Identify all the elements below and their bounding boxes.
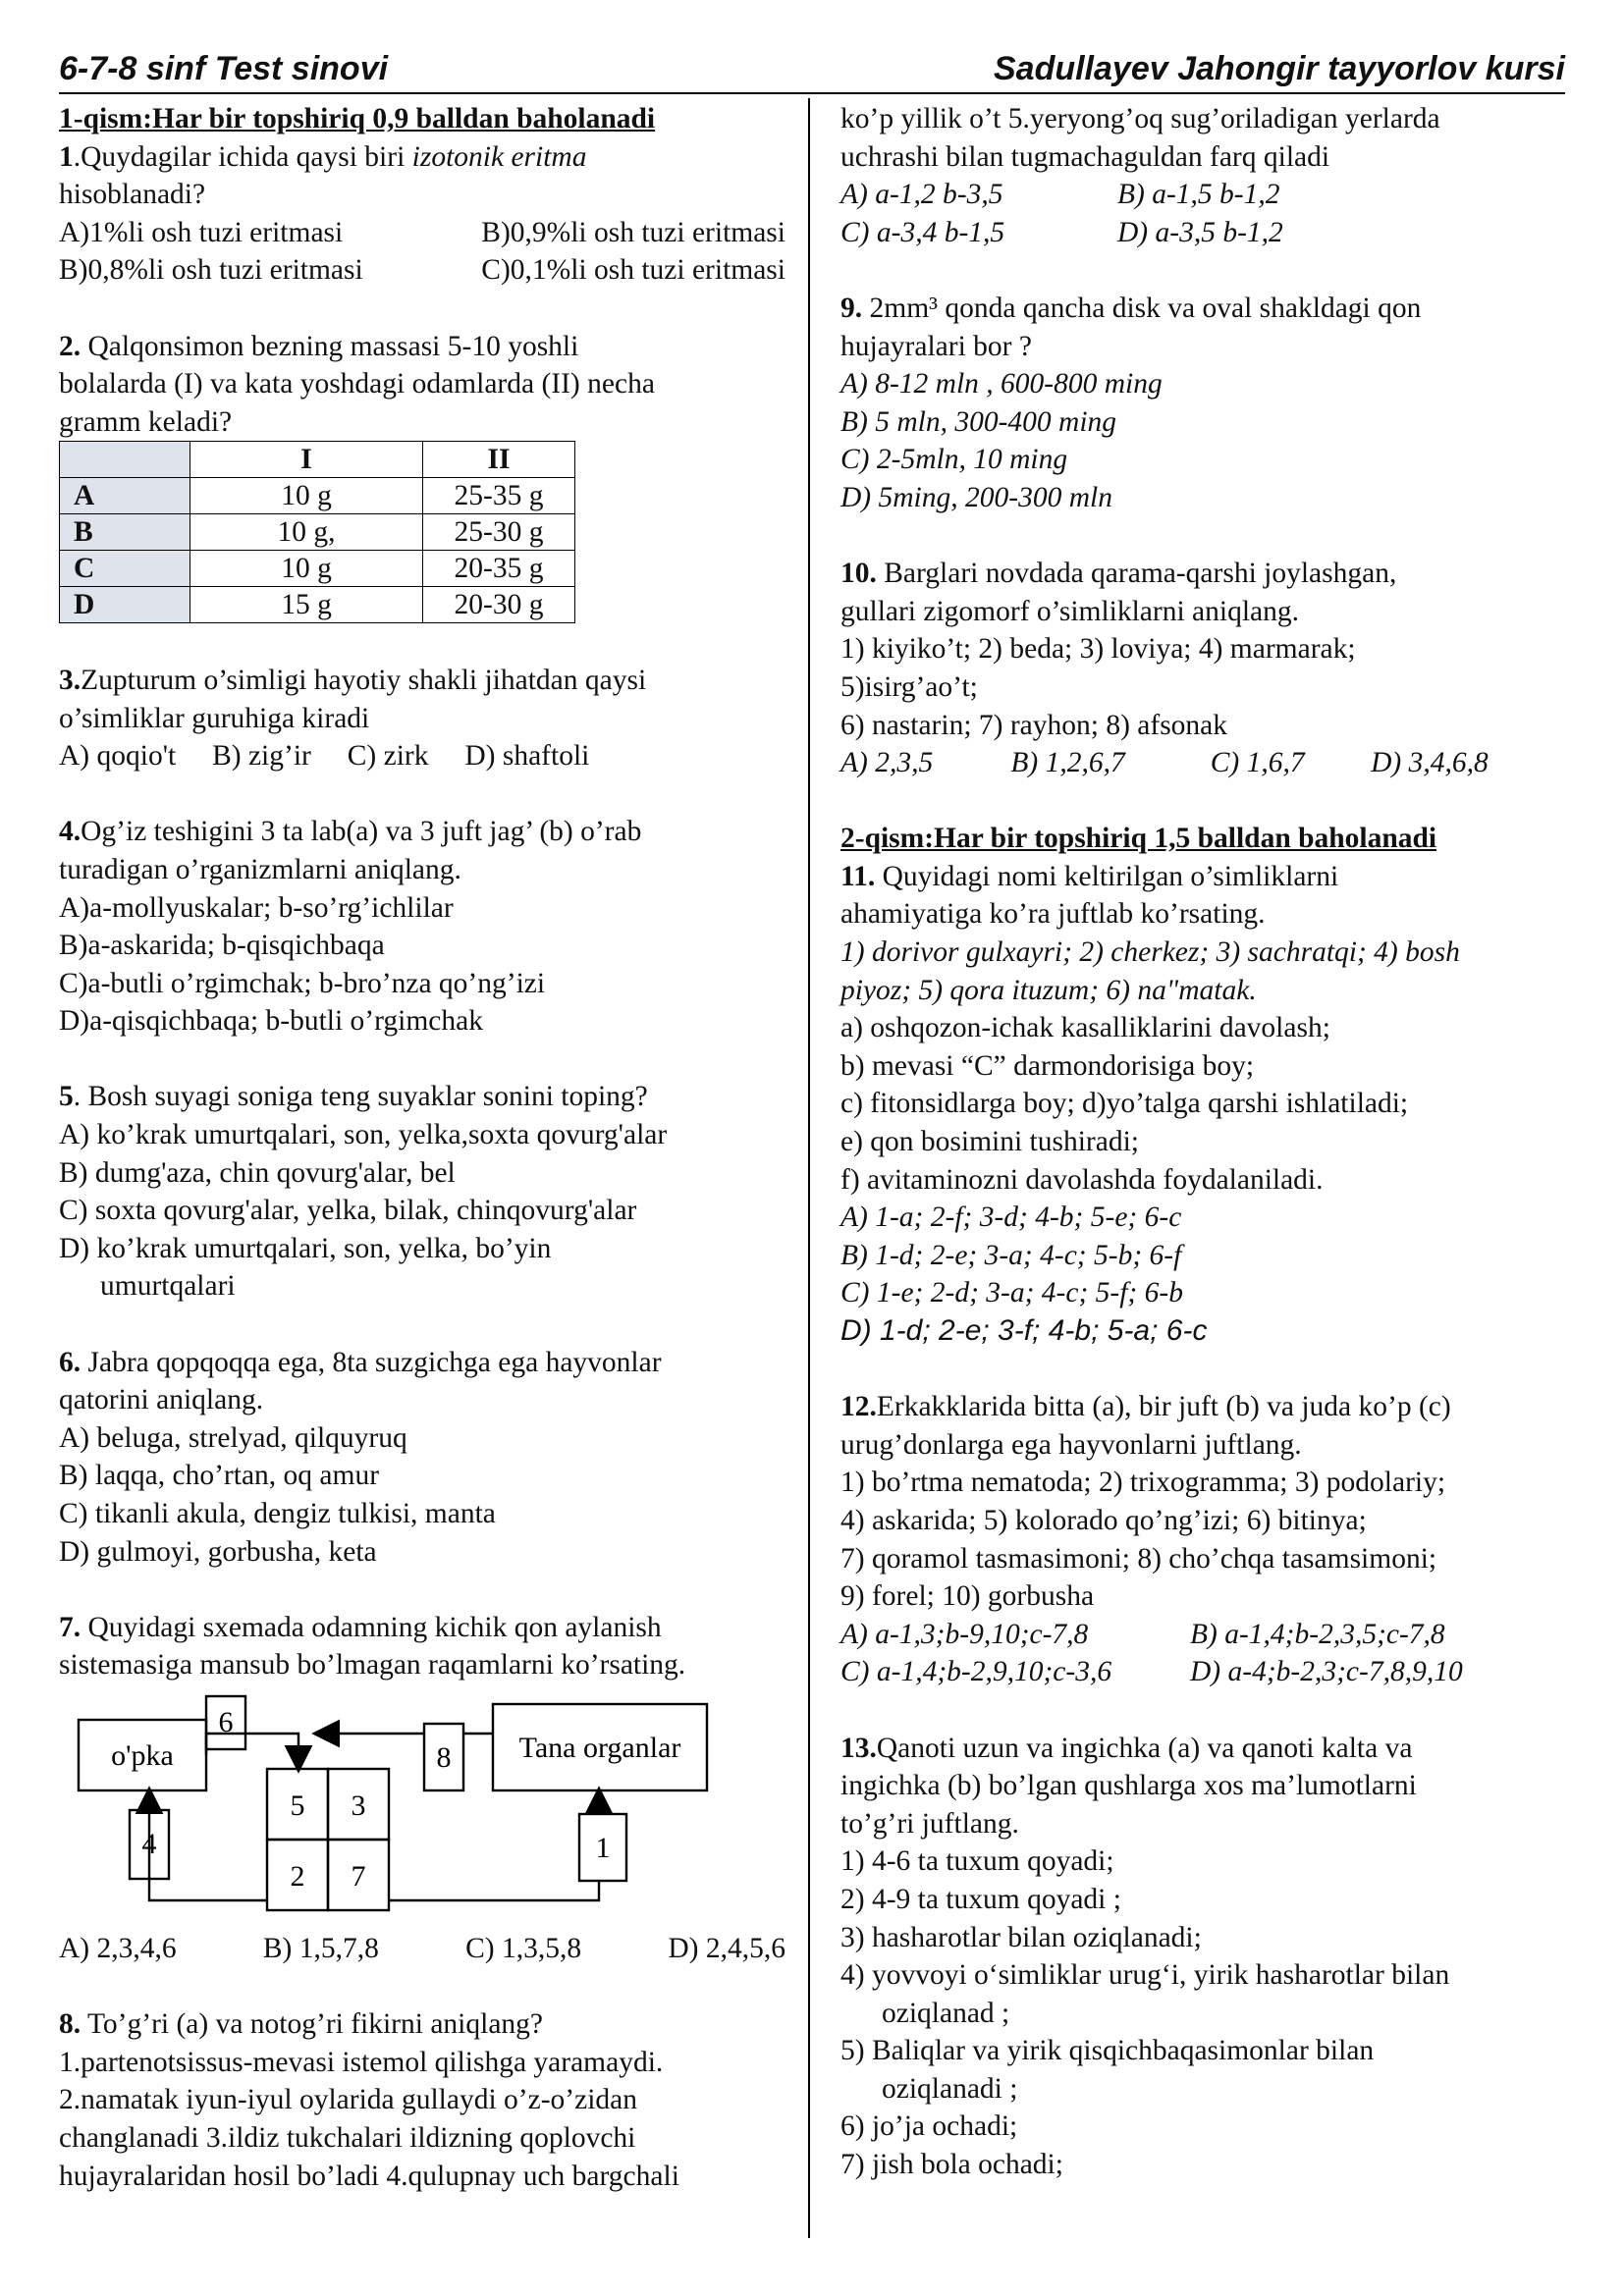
q13-item-5-cont: oziqlanadi ; <box>882 2072 1018 2105</box>
q2-number: 2. <box>59 330 81 362</box>
q6-option-c[interactable]: C) tikanli akula, dengiz tulkisi, manta <box>59 1498 496 1529</box>
q13-text: Qanoti uzun va ingichka (a) va qanoti kalta va <box>876 1732 1413 1764</box>
question-4 <box>59 813 785 1041</box>
q3-option-d[interactable]: D) shaftoli <box>464 740 590 773</box>
label-4: 4 <box>141 1827 157 1860</box>
q2-row-label: D <box>60 587 190 623</box>
q11-use-c: c) fitonsidlarga boy; d)yo’talga qarshi ishlatiladi; <box>840 1088 1409 1120</box>
page-header <box>59 39 1565 94</box>
question-11 <box>840 858 1567 1351</box>
question-8 <box>59 2005 785 2195</box>
circulation-diagram <box>59 1690 785 1926</box>
q13-item-4-cont: oziqlanad ; <box>882 1997 1010 2029</box>
question-13 <box>840 1730 1567 2184</box>
table-row[interactable] <box>60 551 575 587</box>
q12-option-b[interactable]: B) a-1,4;b-2,3,5;c-7,8 <box>1190 1618 1445 1650</box>
q11-use-b: b) mevasi “C” darmondorisiga boy; <box>840 1049 1255 1082</box>
q1-option-c[interactable]: B)0,8%li osh tuzi eritmasi <box>59 254 363 287</box>
q13-text-3: to’g’ri juftlang. <box>840 1807 1019 1840</box>
q5-option-b[interactable]: B) dumg'aza, chin qovurg'alar, bel <box>59 1156 456 1189</box>
q10-text-3: 1) kiyiko’t; 2) beda; 3) loviya; 4) marmarak; <box>840 633 1356 666</box>
label-1: 1 <box>595 1831 611 1864</box>
q3-option-c[interactable]: C) zirk <box>347 740 429 773</box>
q5-text: . Bosh suyagi soniga teng suyaklar sonini toping? <box>73 1081 648 1113</box>
q4-text-2: turadigan o’rganizmlarni aniqlang. <box>59 853 461 885</box>
q11-text-2: ahamiyatiga ko’ra juftlab ko’rsating. <box>840 898 1266 931</box>
q5-option-d[interactable]: D) ko’krak umurtqalari, son, yelka, bo’yin <box>59 1232 552 1264</box>
q7-number: 7. <box>59 1611 81 1643</box>
q11-use-a: a) oshqozon-ichak kasalliklarini davolash; <box>840 1012 1330 1044</box>
q6-option-a[interactable]: A) beluga, strelyad, qilquyruq <box>59 1421 407 1454</box>
q9-option-c[interactable]: C) 2-5mln, 10 ming <box>840 444 1068 476</box>
q6-text: Jabra qopqoqqa ega, 8ta suzgichga ega hayvonlar <box>81 1346 662 1378</box>
q11-use-f: f) avitaminozni davolashda foydalaniladi. <box>840 1163 1324 1196</box>
q10-option-a[interactable]: A) 2,3,5 <box>840 747 934 779</box>
q9-number: 9. <box>840 292 863 324</box>
q1-text-2: hisoblanadi? <box>59 179 206 211</box>
q1-text: .Quydagilar ichida qaysi biri <box>73 140 412 173</box>
q12-list-3: 7) qoramol tasmasimoni; 8) cho’chqa tasamsimoni; <box>840 1542 1437 1575</box>
q1-option-a[interactable]: A)1%li osh tuzi eritmasi <box>59 216 344 248</box>
q9-text: 2mm³ qonda qancha disk va oval shakldagi qon <box>862 292 1422 324</box>
q2-text: Qalqonsimon bezning massasi 5-10 yoshli <box>81 330 579 362</box>
q10-option-b[interactable]: B) 1,2,6,7 <box>1010 747 1125 779</box>
q13-item-5: 5) Baliqlar va yirik qisqichbaqasimonlar bilan <box>840 2035 1375 2067</box>
q9-option-a[interactable]: A) 8-12 mln , 600-800 ming <box>840 368 1163 400</box>
q10-text-2: gullari zigomorf o’simliklarni aniqlang. <box>840 595 1299 627</box>
q3-option-a[interactable]: A) qoqio't <box>59 740 177 773</box>
label-5: 5 <box>290 1789 305 1822</box>
table-row[interactable] <box>60 587 575 623</box>
q2-header-i: I <box>190 442 423 478</box>
question-2 <box>59 328 785 624</box>
q5-option-c[interactable]: C) soxta qovurg'alar, yelka, bilak, chinqovurg'alar <box>59 1195 637 1227</box>
q1-option-b[interactable]: B)0,9%li osh tuzi eritmasi <box>481 216 785 248</box>
q1-option-d[interactable]: C)0,1%li osh tuzi eritmasi <box>481 254 785 287</box>
q11-plants-1: 1) dorivor gulxayri; 2) cherkez; 3) sachratqi; 4) bosh <box>840 936 1460 969</box>
q12-list-1: 1) bo’rtma nematoda; 2) trixogramma; 3) podolariy; <box>840 1467 1446 1499</box>
q10-text-4: 5)isirg’ao’t; <box>840 670 978 703</box>
q10-text: Barglari novdada qarama-qarshi joylashgan, <box>876 558 1397 590</box>
q12-list-4: 9) forel; 10) gorbusha <box>840 1580 1095 1613</box>
question-6 <box>59 1344 785 1572</box>
q7-option-b[interactable]: B) 1,5,7,8 <box>262 1932 379 1964</box>
q11-option-a[interactable]: A) 1-a; 2-f; 3-d; 4-b; 5-e; 6-c <box>840 1201 1182 1234</box>
q10-text-5: 6) nastarin; 7) rayhon; 8) afsonak <box>840 709 1228 741</box>
q10-number: 10. <box>840 558 877 590</box>
question-9 <box>840 290 1567 517</box>
q12-option-a[interactable]: A) a-1,3;b-9,10;c-7,8 <box>840 1618 1089 1650</box>
q7-option-c[interactable]: C) 1,3,5,8 <box>465 1932 582 1964</box>
q11-use-e: e) qon bosimini tushiradi; <box>840 1126 1139 1158</box>
label-2: 2 <box>290 1859 305 1893</box>
q8-text-3: 2.namatak iyun-iyul oylarida gullaydi o’z-o’zidan <box>59 2084 637 2116</box>
q4-number: 4. <box>59 816 81 848</box>
q13-item-1: 1) 4-6 ta tuxum qoyadi; <box>840 1845 1114 1878</box>
q2-text-2: bolalarda (I) va kata yoshdagi odamlarda (II) necha <box>59 368 655 400</box>
q7-option-d[interactable]: D) 2,4,5,6 <box>668 1932 785 1964</box>
lung-label: o'pka <box>111 1738 174 1772</box>
arrow-heart-to-lung <box>149 1790 267 1900</box>
q3-option-b[interactable]: B) zig’ir <box>212 740 311 773</box>
q3-text-2: o’simliklar guruhiga kiradi <box>59 702 370 734</box>
q5-option-a[interactable]: A) ko’krak umurtqalari, son, yelka,soxta qovurg'alar <box>59 1119 668 1151</box>
question-7 <box>59 1609 785 1968</box>
q2-table-header <box>60 442 575 478</box>
q8-option-b[interactable]: B) a-1,5 b-1,2 <box>1117 179 1280 211</box>
q13-item-6: 6) jo’ja ochadi; <box>840 2110 1018 2143</box>
q2-cell-ii: 25-35 g <box>423 478 575 514</box>
section-1-heading: 1-qism:Har bir topshiriq 0,9 balldan baholanadi <box>59 103 656 134</box>
q12-list-2: 4) askarida; 5) kolorado qo’ng’izi; 6) bitinya; <box>840 1504 1367 1536</box>
q13-item-2: 2) 4-9 ta tuxum qoyadi ; <box>840 1883 1121 1915</box>
q2-header-empty <box>60 442 190 478</box>
q8-option-a[interactable]: A) a-1,2 b-3,5 <box>840 179 1003 211</box>
right-column <box>840 100 1567 2184</box>
organs-label: Tana organlar <box>518 1731 681 1764</box>
q7-option-a[interactable]: A) 2,3,4,6 <box>59 1932 177 1964</box>
table-row[interactable] <box>60 514 575 551</box>
q11-option-d[interactable]: D) 1-d; 2-e; 3-f; 4-b; 5-a; 6-c <box>840 1314 1208 1347</box>
q9-option-d[interactable]: D) 5ming, 200-300 mln <box>840 481 1112 513</box>
q3-number: 3. <box>59 664 81 696</box>
q8-text-5: hujayralaridan hosil bo’ladi 4.qulupnay uch bargchali <box>59 2160 679 2192</box>
q2-cell-i: 15 g <box>190 587 423 623</box>
q11-option-c[interactable]: C) 1-e; 2-d; 3-a; 4-c; 5-f; 6-b <box>840 1277 1183 1309</box>
q5-option-d-cont: umurtqalari <box>100 1270 236 1303</box>
q8-text-7: uchrashi bilan tugmachaguldan farq qiladi <box>840 140 1330 173</box>
q4-text: Og’iz teshigini 3 ta lab(a) va 3 juft jag’ (b) o’rab <box>81 816 642 848</box>
q1-number: 1 <box>59 140 74 173</box>
q3-text: Zupturum o’simligi hayotiy shakli jihatdan qaysi <box>81 664 647 696</box>
q8-number: 8. <box>59 2008 81 2041</box>
q6-option-d[interactable]: D) gulmoyi, gorbusha, keta <box>59 1535 377 1568</box>
table-row[interactable] <box>60 478 575 514</box>
q8-text-4: changlanadi 3.ildiz tukchalari ildizning qoplovchi <box>59 2121 636 2154</box>
circulation-diagram-svg <box>59 1690 785 1926</box>
label-7: 7 <box>351 1859 366 1893</box>
q9-option-b[interactable]: B) 5 mln, 300-400 ming <box>840 405 1117 438</box>
q8-text: To’g’ri (a) va notog’ri fikirni aniqlang? <box>81 2008 544 2041</box>
q12-option-c[interactable]: C) a-1,4;b-2,9,10;c-3,6 <box>840 1656 1112 1688</box>
q2-table <box>59 441 575 623</box>
q8-text-6: ko’p yillik o’t 5.yeryong’oq sug’oriladigan yerlarda <box>840 103 1440 134</box>
q5-number: 5 <box>59 1081 74 1113</box>
q7-text-2: sistemasiga mansub bo’lmagan raqamlarni ko’rsating. <box>59 1649 686 1682</box>
q4-option-b[interactable]: B)a-askarida; b-qisqichbaqa <box>59 930 385 962</box>
q4-option-c[interactable]: C)a-butli o’rgimchak; b-bro’nza qo’ng’izi <box>59 967 546 999</box>
q11-number: 11. <box>840 860 876 892</box>
q6-option-b[interactable]: B) laqqa, cho’rtan, oq amur <box>59 1460 380 1492</box>
q2-cell-ii: 20-35 g <box>423 551 575 587</box>
q12-number: 12. <box>840 1391 877 1423</box>
q10-option-c[interactable]: C) 1,6,7 <box>1210 747 1305 779</box>
q1-term: izotonik eritma <box>411 140 587 173</box>
q6-number: 6. <box>59 1346 81 1378</box>
q12-text: Erkakklarida bitta (a), bir juft (b) va juda ko’p (c) <box>876 1391 1451 1423</box>
q11-option-b[interactable]: B) 1-d; 2-e; 3-a; 4-c; 5-b; 6-f <box>840 1239 1182 1271</box>
q8-text-2: 1.partenotsissus-mevasi istemol qilishga yaramaydi. <box>59 2046 664 2078</box>
q12-text-2: urug’donlarga ega hayvonlarni juftlang. <box>840 1428 1302 1461</box>
q9-text-2: hujayralari bor ? <box>840 330 1032 362</box>
q8-option-c[interactable]: C) a-3,4 b-1,5 <box>840 216 1005 248</box>
section-2-heading: 2-qism:Har bir topshiriq 1,5 balldan baholanadi <box>840 823 1437 855</box>
q13-item-7: 7) jish bola ochadi; <box>840 2149 1063 2181</box>
question-12 <box>840 1388 1567 1691</box>
left-column <box>59 100 785 2195</box>
q12-option-d[interactable]: D) a-4;b-2,3;c-7,8,9,10 <box>1190 1656 1463 1688</box>
q13-text-2: ingichka (b) bo’lgan qushlarga xos ma’lumotlarni <box>840 1770 1417 1802</box>
header-right-title: Sadullayev Jahongir tayyorlov kursi <box>993 50 1565 87</box>
q2-row-label: A <box>60 478 190 514</box>
question-3 <box>59 662 785 775</box>
q2-row-label: C <box>60 551 190 587</box>
label-3: 3 <box>351 1789 366 1822</box>
q2-cell-i: 10 g, <box>190 514 423 551</box>
q2-text-3: gramm keladi? <box>59 405 233 438</box>
q2-cell-ii: 20-30 g <box>423 587 575 623</box>
q2-row-label: B <box>60 514 190 551</box>
q8-option-d[interactable]: D) a-3,5 b-1,2 <box>1117 216 1283 248</box>
label-6: 6 <box>218 1705 234 1738</box>
q10-option-d[interactable]: D) 3,4,6,8 <box>1371 747 1489 779</box>
question-1 <box>59 138 785 290</box>
q2-cell-i: 10 g <box>190 478 423 514</box>
question-8-continued <box>840 100 1567 251</box>
q13-item-4: 4) yovvoyi o‘simliklar urug‘i, yirik hasharotlar bilan <box>840 1959 1450 1992</box>
q7-text: Quyidagi sxemada odamning kichik qon aylanish <box>81 1611 662 1643</box>
q2-header-ii: II <box>423 442 575 478</box>
arrow-lung-to-heart <box>206 1734 298 1769</box>
q11-text: Quyidagi nomi keltirilgan o’simliklarni <box>875 860 1339 892</box>
q4-option-a[interactable]: A)a-mollyuskalar; b-so’rg’ichlilar <box>59 891 454 924</box>
column-divider <box>808 98 810 2238</box>
q11-plants-2: piyoz; 5) qora ituzum; 6) na"matak. <box>840 974 1257 1006</box>
question-10 <box>840 555 1567 782</box>
q13-number: 13. <box>840 1732 877 1764</box>
header-left-title: 6-7-8 sinf Test sinovi <box>59 50 389 87</box>
question-5 <box>59 1078 785 1306</box>
q2-cell-i: 10 g <box>190 551 423 587</box>
q2-cell-ii: 25-30 g <box>423 514 575 551</box>
q6-text-2: qatorini aniqlang. <box>59 1384 264 1416</box>
label-8: 8 <box>436 1740 452 1774</box>
q4-option-d[interactable]: D)a-qisqichbaqa; b-butli o’rgimchak <box>59 1005 483 1038</box>
q13-item-3: 3) hasharotlar bilan oziqlanadi; <box>840 1921 1202 1953</box>
